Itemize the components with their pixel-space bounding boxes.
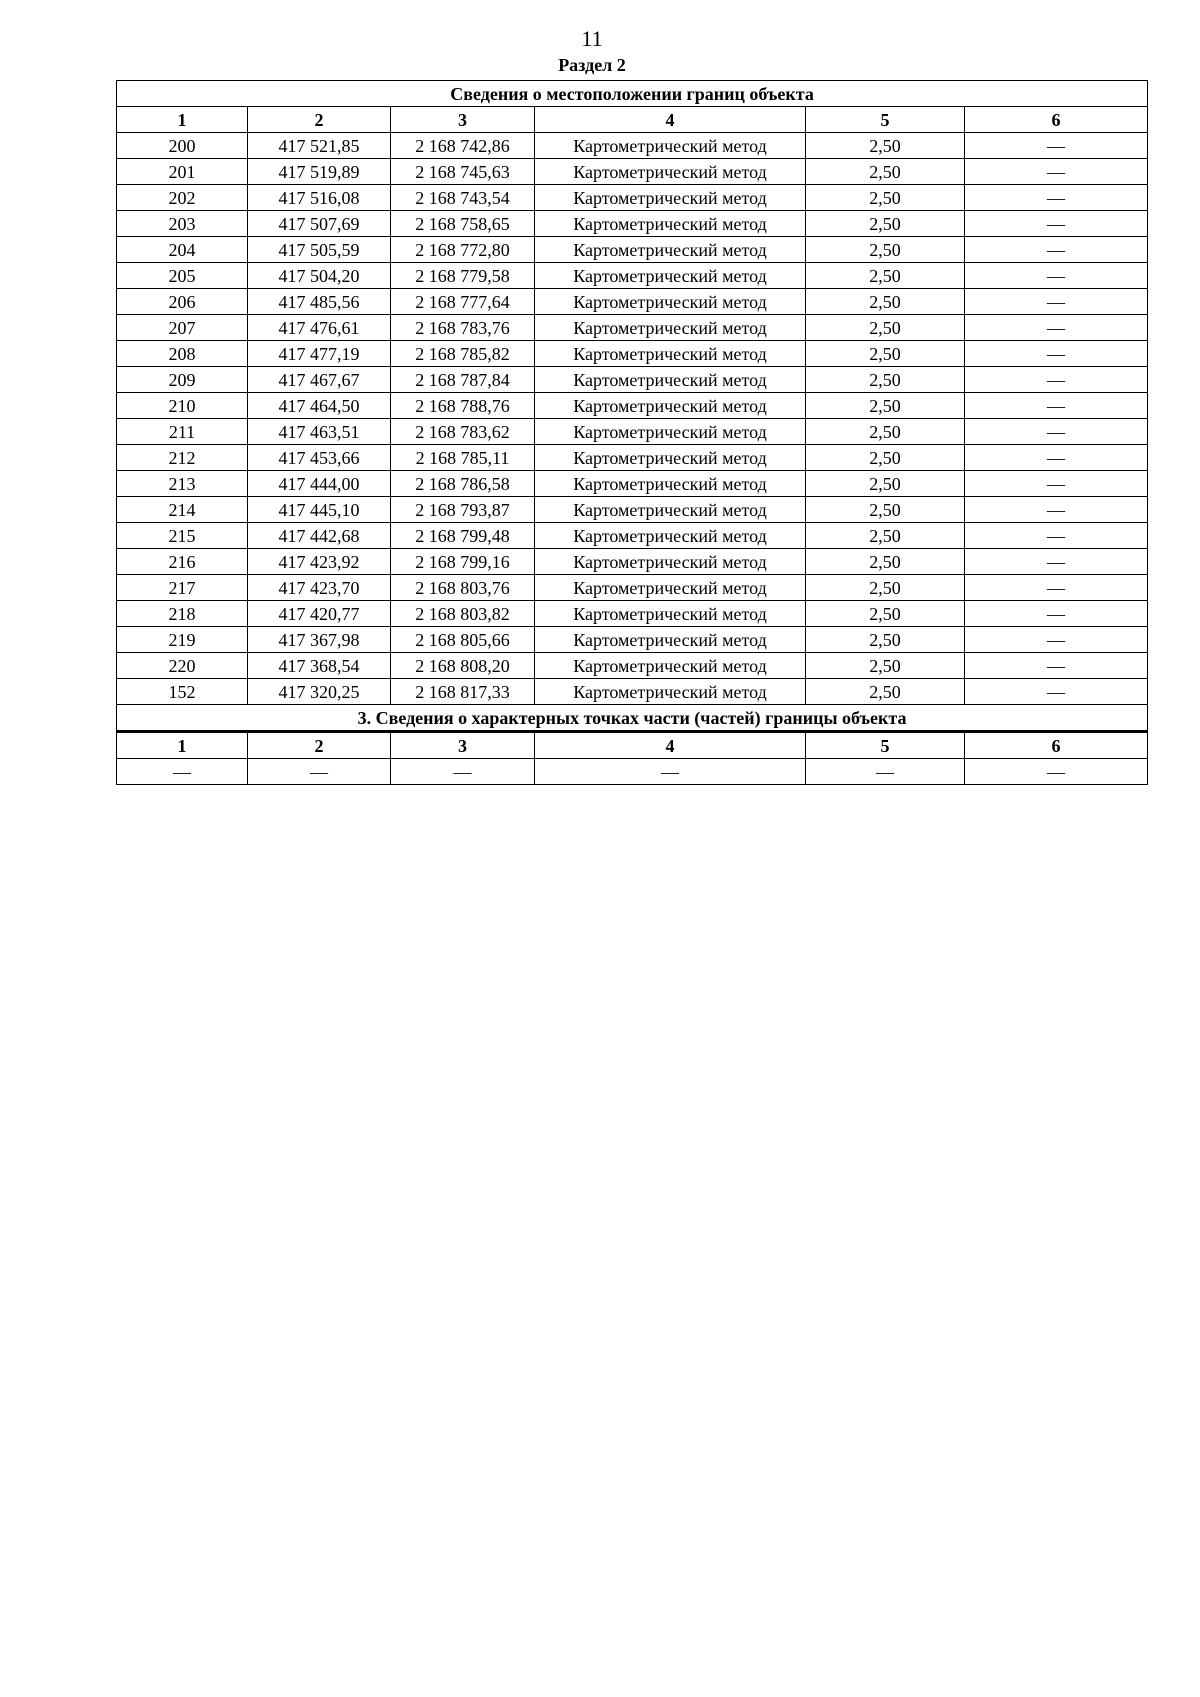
y-coordinate-cell: 2 168 742,86 bbox=[391, 133, 535, 159]
table-row bbox=[117, 549, 1148, 575]
x-coordinate-cell: 417 423,70 bbox=[248, 575, 391, 601]
method-cell: Картометрический метод bbox=[535, 289, 806, 315]
table-title: Сведения о местоположении границ объекта bbox=[117, 81, 1148, 107]
accuracy-cell: 2,50 bbox=[806, 133, 965, 159]
table-row bbox=[117, 341, 1148, 367]
point-number-cell: 202 bbox=[117, 185, 248, 211]
column-header: 3 bbox=[391, 107, 535, 133]
accuracy-cell: 2,50 bbox=[806, 315, 965, 341]
table-row bbox=[117, 315, 1148, 341]
description-cell: — bbox=[965, 263, 1148, 289]
accuracy-cell: — bbox=[806, 759, 965, 785]
accuracy-cell: 2,50 bbox=[806, 159, 965, 185]
table-row bbox=[117, 627, 1148, 653]
x-coordinate-cell: 417 505,59 bbox=[248, 237, 391, 263]
table-row bbox=[117, 367, 1148, 393]
y-coordinate-cell: 2 168 783,62 bbox=[391, 419, 535, 445]
method-cell: Картометрический метод bbox=[535, 419, 806, 445]
y-coordinate-cell: 2 168 808,20 bbox=[391, 653, 535, 679]
point-number-cell: 219 bbox=[117, 627, 248, 653]
accuracy-cell: 2,50 bbox=[806, 341, 965, 367]
method-cell: Картометрический метод bbox=[535, 575, 806, 601]
x-coordinate-cell: 417 367,98 bbox=[248, 627, 391, 653]
column-header: 1 bbox=[117, 107, 248, 133]
description-cell: — bbox=[965, 133, 1148, 159]
point-number-cell: 152 bbox=[117, 679, 248, 705]
point-number-cell: 206 bbox=[117, 289, 248, 315]
method-cell: Картометрический метод bbox=[535, 211, 806, 237]
point-number-cell: 205 bbox=[117, 263, 248, 289]
column-header: 1 bbox=[117, 732, 248, 759]
description-cell: — bbox=[965, 237, 1148, 263]
y-coordinate-cell: 2 168 799,48 bbox=[391, 523, 535, 549]
x-coordinate-cell: 417 519,89 bbox=[248, 159, 391, 185]
y-coordinate-cell: 2 168 817,33 bbox=[391, 679, 535, 705]
table-row bbox=[117, 759, 1148, 785]
method-cell: Картометрический метод bbox=[535, 549, 806, 575]
point-number-cell: 213 bbox=[117, 471, 248, 497]
x-coordinate-cell: 417 521,85 bbox=[248, 133, 391, 159]
point-number-cell: 218 bbox=[117, 601, 248, 627]
y-coordinate-cell: 2 168 743,54 bbox=[391, 185, 535, 211]
table-title-row bbox=[117, 81, 1148, 107]
y-coordinate-cell: 2 168 799,16 bbox=[391, 549, 535, 575]
table-row bbox=[117, 263, 1148, 289]
y-coordinate-cell: 2 168 785,82 bbox=[391, 341, 535, 367]
accuracy-cell: 2,50 bbox=[806, 523, 965, 549]
column-header: 4 bbox=[535, 732, 806, 759]
description-cell: — bbox=[965, 627, 1148, 653]
accuracy-cell: 2,50 bbox=[806, 445, 965, 471]
method-cell: Картометрический метод bbox=[535, 185, 806, 211]
column-header-row bbox=[117, 107, 1148, 133]
table-row bbox=[117, 211, 1148, 237]
accuracy-cell: 2,50 bbox=[806, 497, 965, 523]
table-row bbox=[117, 575, 1148, 601]
accuracy-cell: 2,50 bbox=[806, 393, 965, 419]
x-coordinate-cell: 417 504,20 bbox=[248, 263, 391, 289]
point-number-cell: 203 bbox=[117, 211, 248, 237]
y-coordinate-cell: 2 168 805,66 bbox=[391, 627, 535, 653]
point-number-cell: 208 bbox=[117, 341, 248, 367]
point-number-cell: 215 bbox=[117, 523, 248, 549]
accuracy-cell: 2,50 bbox=[806, 549, 965, 575]
method-cell: Картометрический метод bbox=[535, 263, 806, 289]
column-header: 4 bbox=[535, 107, 806, 133]
description-cell: — bbox=[965, 575, 1148, 601]
y-coordinate-cell: 2 168 745,63 bbox=[391, 159, 535, 185]
accuracy-cell: 2,50 bbox=[806, 237, 965, 263]
table-row bbox=[117, 289, 1148, 315]
table-row bbox=[117, 497, 1148, 523]
method-cell: Картометрический метод bbox=[535, 393, 806, 419]
description-cell: — bbox=[965, 679, 1148, 705]
method-cell: Картометрический метод bbox=[535, 523, 806, 549]
accuracy-cell: 2,50 bbox=[806, 627, 965, 653]
point-number-cell: 210 bbox=[117, 393, 248, 419]
point-number-cell: 212 bbox=[117, 445, 248, 471]
column-header: 2 bbox=[248, 732, 391, 759]
x-coordinate-cell: 417 453,66 bbox=[248, 445, 391, 471]
table-row bbox=[117, 471, 1148, 497]
table-row bbox=[117, 133, 1148, 159]
y-coordinate-cell: 2 168 788,76 bbox=[391, 393, 535, 419]
y-coordinate-cell: — bbox=[391, 759, 535, 785]
y-coordinate-cell: 2 168 787,84 bbox=[391, 367, 535, 393]
point-number-cell: 217 bbox=[117, 575, 248, 601]
description-cell: — bbox=[965, 159, 1148, 185]
y-coordinate-cell: 2 168 779,58 bbox=[391, 263, 535, 289]
table-row bbox=[117, 237, 1148, 263]
accuracy-cell: 2,50 bbox=[806, 211, 965, 237]
y-coordinate-cell: 2 168 803,82 bbox=[391, 601, 535, 627]
accuracy-cell: 2,50 bbox=[806, 653, 965, 679]
accuracy-cell: 2,50 bbox=[806, 185, 965, 211]
table-row bbox=[117, 523, 1148, 549]
method-cell: Картометрический метод bbox=[535, 679, 806, 705]
description-cell: — bbox=[965, 419, 1148, 445]
description-cell: — bbox=[965, 549, 1148, 575]
method-cell: Картометрический метод bbox=[535, 315, 806, 341]
section3-title-row bbox=[117, 705, 1148, 732]
method-cell: Картометрический метод bbox=[535, 445, 806, 471]
description-cell: — bbox=[965, 289, 1148, 315]
x-coordinate-cell: 417 485,56 bbox=[248, 289, 391, 315]
point-number-cell: 220 bbox=[117, 653, 248, 679]
method-cell: — bbox=[535, 759, 806, 785]
x-coordinate-cell: 417 420,77 bbox=[248, 601, 391, 627]
table-row bbox=[117, 653, 1148, 679]
description-cell: — bbox=[965, 211, 1148, 237]
accuracy-cell: 2,50 bbox=[806, 289, 965, 315]
point-number-cell: 207 bbox=[117, 315, 248, 341]
accuracy-cell: 2,50 bbox=[806, 679, 965, 705]
point-number-cell: 201 bbox=[117, 159, 248, 185]
x-coordinate-cell: 417 320,25 bbox=[248, 679, 391, 705]
section3-column-header-row bbox=[117, 732, 1148, 759]
method-cell: Картометрический метод bbox=[535, 601, 806, 627]
x-coordinate-cell: 417 516,08 bbox=[248, 185, 391, 211]
method-cell: Картометрический метод bbox=[535, 159, 806, 185]
x-coordinate-cell: 417 445,10 bbox=[248, 497, 391, 523]
description-cell: — bbox=[965, 759, 1148, 785]
y-coordinate-cell: 2 168 793,87 bbox=[391, 497, 535, 523]
x-coordinate-cell: 417 463,51 bbox=[248, 419, 391, 445]
y-coordinate-cell: 2 168 772,80 bbox=[391, 237, 535, 263]
page-number: 11 bbox=[581, 26, 603, 51]
y-coordinate-cell: 2 168 803,76 bbox=[391, 575, 535, 601]
x-coordinate-cell: 417 444,00 bbox=[248, 471, 391, 497]
column-header: 6 bbox=[965, 732, 1148, 759]
y-coordinate-cell: 2 168 777,64 bbox=[391, 289, 535, 315]
table-row bbox=[117, 393, 1148, 419]
point-number-cell: 209 bbox=[117, 367, 248, 393]
table-row bbox=[117, 185, 1148, 211]
method-cell: Картометрический метод bbox=[535, 471, 806, 497]
point-number-cell: 204 bbox=[117, 237, 248, 263]
x-coordinate-cell: 417 476,61 bbox=[248, 315, 391, 341]
x-coordinate-cell: 417 442,68 bbox=[248, 523, 391, 549]
section-title: Раздел 2 bbox=[558, 55, 626, 75]
y-coordinate-cell: 2 168 783,76 bbox=[391, 315, 535, 341]
y-coordinate-cell: 2 168 758,65 bbox=[391, 211, 535, 237]
method-cell: Картометрический метод bbox=[535, 367, 806, 393]
x-coordinate-cell: 417 464,50 bbox=[248, 393, 391, 419]
point-number-cell: 200 bbox=[117, 133, 248, 159]
description-cell: — bbox=[965, 601, 1148, 627]
point-number-cell: 211 bbox=[117, 419, 248, 445]
point-number-cell: 216 bbox=[117, 549, 248, 575]
point-number-cell: 214 bbox=[117, 497, 248, 523]
column-header: 3 bbox=[391, 732, 535, 759]
accuracy-cell: 2,50 bbox=[806, 367, 965, 393]
accuracy-cell: 2,50 bbox=[806, 263, 965, 289]
description-cell: — bbox=[965, 445, 1148, 471]
accuracy-cell: 2,50 bbox=[806, 471, 965, 497]
column-header: 2 bbox=[248, 107, 391, 133]
method-cell: Картометрический метод bbox=[535, 627, 806, 653]
description-cell: — bbox=[965, 471, 1148, 497]
boundary-coordinates-table bbox=[116, 80, 1148, 785]
x-coordinate-cell: — bbox=[248, 759, 391, 785]
description-cell: — bbox=[965, 393, 1148, 419]
table-row bbox=[117, 159, 1148, 185]
point-number-cell: — bbox=[117, 759, 248, 785]
accuracy-cell: 2,50 bbox=[806, 601, 965, 627]
method-cell: Картометрический метод bbox=[535, 341, 806, 367]
x-coordinate-cell: 417 507,69 bbox=[248, 211, 391, 237]
description-cell: — bbox=[965, 497, 1148, 523]
table-row bbox=[117, 679, 1148, 705]
description-cell: — bbox=[965, 653, 1148, 679]
accuracy-cell: 2,50 bbox=[806, 575, 965, 601]
column-header: 5 bbox=[806, 107, 965, 133]
accuracy-cell: 2,50 bbox=[806, 419, 965, 445]
description-cell: — bbox=[965, 523, 1148, 549]
description-cell: — bbox=[965, 185, 1148, 211]
method-cell: Картометрический метод bbox=[535, 237, 806, 263]
x-coordinate-cell: 417 477,19 bbox=[248, 341, 391, 367]
description-cell: — bbox=[965, 315, 1148, 341]
method-cell: Картометрический метод bbox=[535, 653, 806, 679]
x-coordinate-cell: 417 467,67 bbox=[248, 367, 391, 393]
method-cell: Картометрический метод bbox=[535, 133, 806, 159]
section3-title: 3. Сведения о характерных точках части (частей) границы объекта bbox=[117, 705, 1148, 732]
description-cell: — bbox=[965, 341, 1148, 367]
y-coordinate-cell: 2 168 785,11 bbox=[391, 445, 535, 471]
column-header: 5 bbox=[806, 732, 965, 759]
description-cell: — bbox=[965, 367, 1148, 393]
column-header: 6 bbox=[965, 107, 1148, 133]
method-cell: Картометрический метод bbox=[535, 497, 806, 523]
x-coordinate-cell: 417 423,92 bbox=[248, 549, 391, 575]
table-row bbox=[117, 419, 1148, 445]
x-coordinate-cell: 417 368,54 bbox=[248, 653, 391, 679]
table-row bbox=[117, 445, 1148, 471]
table-row bbox=[117, 601, 1148, 627]
y-coordinate-cell: 2 168 786,58 bbox=[391, 471, 535, 497]
